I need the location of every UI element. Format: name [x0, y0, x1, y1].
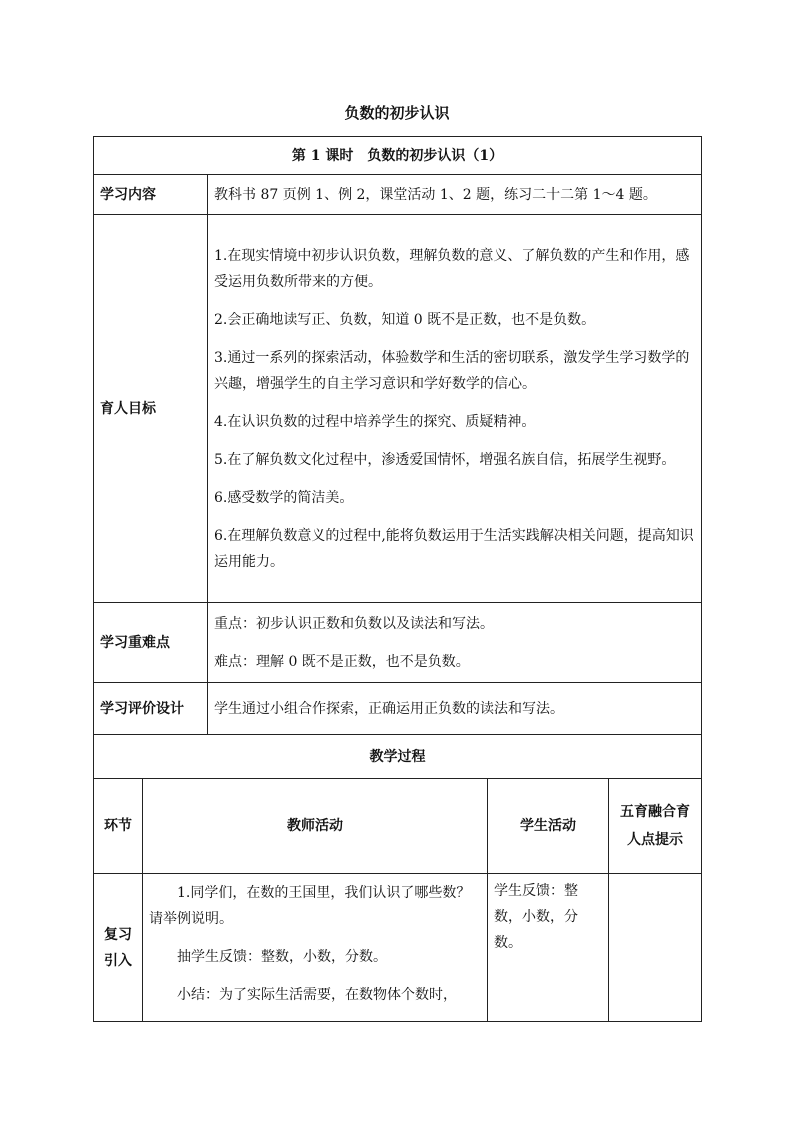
difficulty-label: 学习重难点: [94, 603, 208, 683]
goal-item: 4.在认识负数的过程中培养学生的探究、质疑精神。: [214, 413, 536, 430]
content-text: 教科书 87 页例 1、例 2，课堂活动 1、2 题，练习二十二第 1～4 题。: [208, 175, 702, 215]
difficulty-cell: [208, 603, 702, 683]
stage-cell: 复习引入: [94, 874, 143, 1022]
table-row: [94, 874, 702, 1022]
goal-item: 6.感受数学的简洁美。: [214, 489, 354, 506]
document-title: 负数的初步认识: [344, 104, 450, 122]
teacher-activity-cell: [143, 874, 488, 1022]
goals-cell: [208, 215, 702, 603]
content-row: [94, 175, 702, 215]
col-teacher-header: 教师活动: [143, 779, 488, 874]
teacher-activity-item: 小结：为了实际生活需要，在数物体个数时，: [177, 987, 457, 1003]
goal-item: 1.在现实情境中初步认识负数，理解负数的意义、了解负数的产生和作用，感受运用负数所带来的方便。: [214, 247, 690, 290]
goal-item: 6.在理解负数意义的过程中,能将负数运用于生活实践解决相关问题，提高知识运用能力。: [214, 527, 694, 570]
goals-row: [94, 215, 702, 603]
teacher-activity-item: 抽学生反馈：整数，小数，分数。: [177, 949, 387, 965]
difficult-point: 难点：理解 0 既不是正数，也不是负数。: [214, 653, 470, 670]
lesson-header: 第 1 课时 负数的初步认识（1）: [94, 137, 702, 175]
key-point: 重点：初步认识正数和负数以及读法和写法。: [214, 615, 494, 632]
goal-item: 5.在了解负数文化过程中，渗透爱国情怀，增强名族自信，拓展学生视野。: [214, 451, 676, 468]
lesson-header-row: [94, 137, 702, 175]
teacher-activity-item: 1.同学们，在数的王国里，我们认识了哪些数？请举例说明。: [149, 885, 471, 927]
evaluation-text: 学生通过小组合作探索，正确运用正负数的读法和写法。: [208, 683, 702, 735]
content-label: 学习内容: [94, 175, 208, 215]
col-student-header: 学生活动: [488, 779, 609, 874]
process-header-row: [94, 779, 702, 874]
col-stage-header: 环节: [94, 779, 143, 874]
col-tips-header: 五育融合育人点提示: [609, 779, 702, 874]
goal-item: 3.通过一系列的探索活动，体验数学和生活的密切联系，激发学生学习数学的兴趣，增强学生的自主学习意识和学好数学的信心。: [214, 349, 690, 392]
evaluation-label: 学习评价设计: [94, 683, 208, 735]
goal-item: 2.会正确地读写正、负数，知道 0 既不是正数，也不是负数。: [214, 311, 596, 328]
process-title: 教学过程: [94, 735, 702, 779]
tips-cell: [609, 874, 702, 1022]
lesson-plan-table: [93, 136, 702, 1022]
evaluation-row: [94, 683, 702, 735]
difficulty-row: [94, 603, 702, 683]
goals-label: 育人目标: [94, 215, 208, 603]
student-activity-cell: 学生反馈：整数，小数，分数。: [488, 874, 609, 1022]
process-title-row: [94, 735, 702, 779]
